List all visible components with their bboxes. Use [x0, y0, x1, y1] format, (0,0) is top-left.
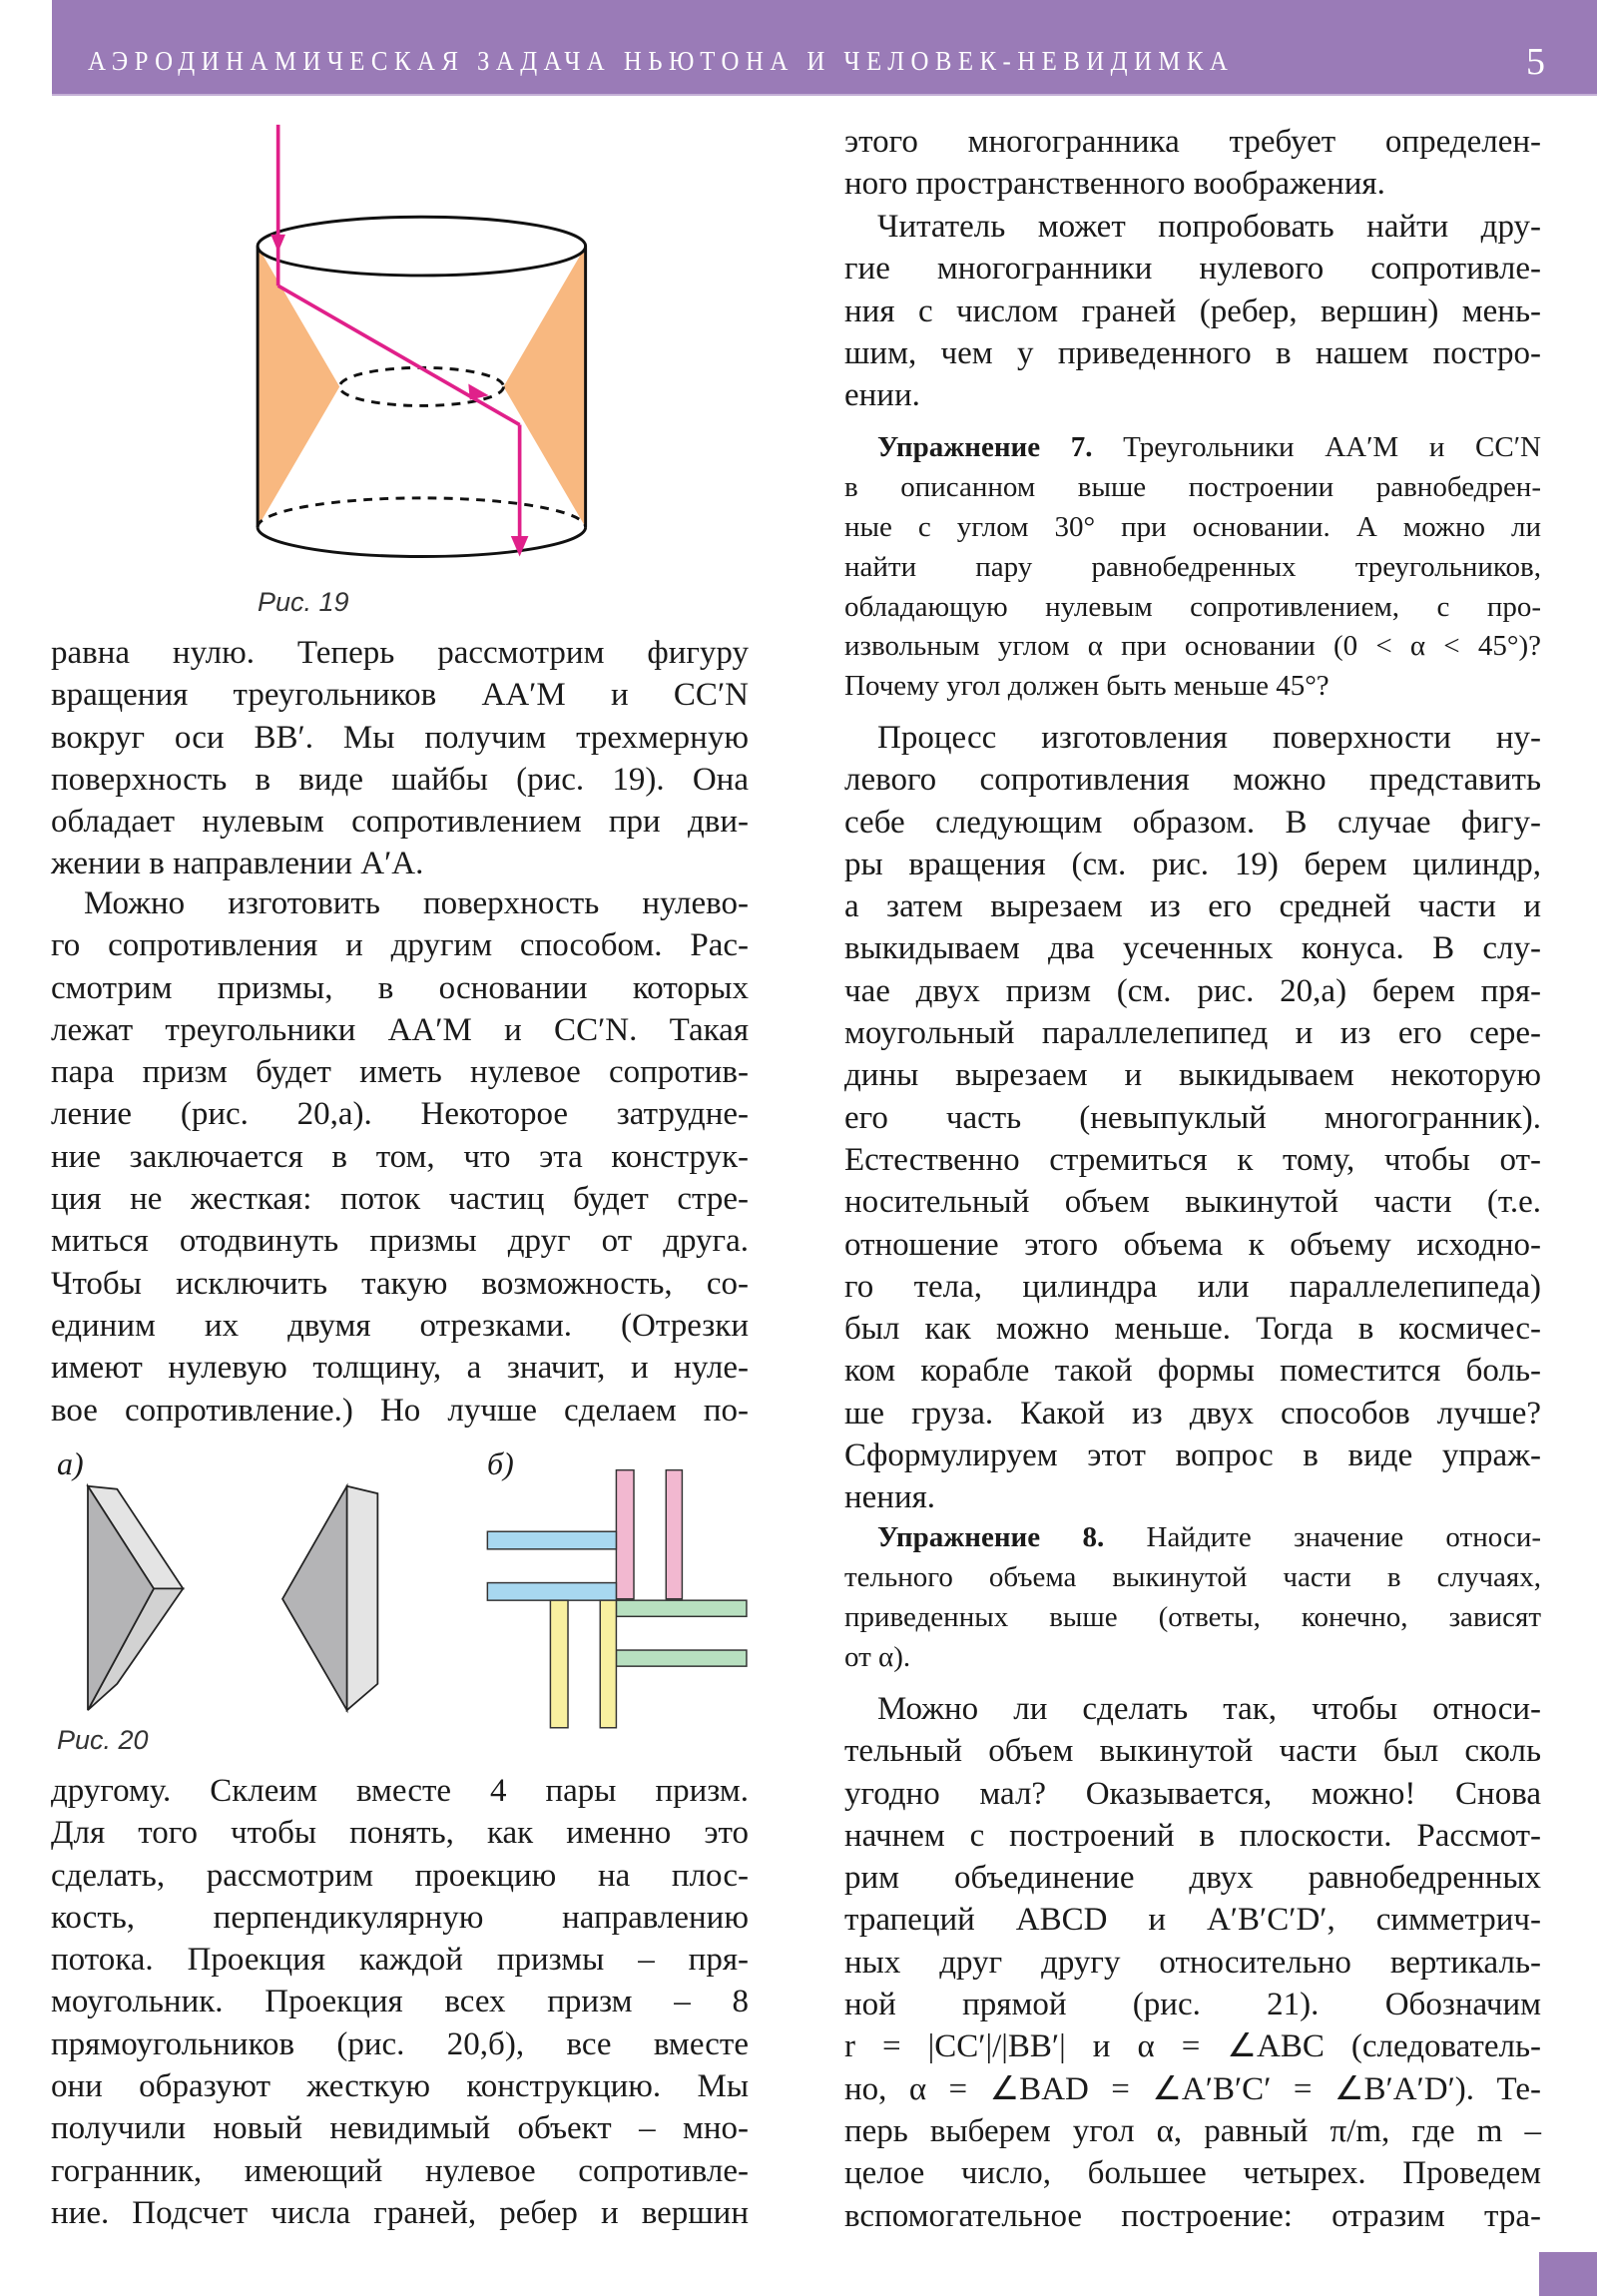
text-line: пара призм будет иметь нулевое сопротив- — [51, 1054, 749, 1091]
text-line: гие многогранники нулевого сопротивле- — [844, 251, 1541, 287]
text-line: этого многогранника требует определен- — [844, 124, 1541, 160]
text-line: потока. Проекция каждой призмы – пря- — [51, 1942, 749, 1979]
text-line: моугольник. Проекция всех призм – 8 — [51, 1984, 749, 2020]
cone-right — [503, 247, 585, 528]
text-line: но, α = ∠BAD = ∠A′B′C′ = ∠B′A′D′). Те- — [844, 2070, 1541, 2107]
cone-left — [258, 247, 339, 528]
paragraph — [844, 1688, 1541, 2237]
text-line: ные с углом 30° при основании. А можно ли — [844, 510, 1541, 543]
text-line: от α). — [844, 1640, 911, 1673]
figure-20a-prisms — [88, 1486, 377, 1710]
text-line: го сопротивления и другим способом. Рас- — [51, 927, 749, 964]
exercise-8 — [844, 1518, 1541, 1678]
text-line: Можно ли сделать так, чтобы относи- — [877, 1691, 1541, 1727]
text-line: го тела, цилиндра или параллелепипеда) — [844, 1268, 1541, 1305]
text-line: ении. — [844, 377, 920, 414]
text-line: левого сопротивления можно представить — [844, 762, 1541, 799]
text-line: прямоугольников (рис. 20,б), все вместе — [51, 2025, 749, 2062]
text-line: в описанном выше построении равнобедрен- — [844, 470, 1541, 503]
exercise-label: Упражнение 8. — [877, 1521, 1105, 1553]
text-line — [844, 1518, 1541, 1558]
text-line: а затем вырезаем из его средней части и — [844, 888, 1541, 925]
paragraph — [51, 882, 749, 1432]
text-line: Сформулируем этот вопрос в виде упраж- — [844, 1437, 1541, 1474]
cylinder-bottom-back — [258, 498, 586, 527]
figure-20a-label: а) — [57, 1445, 84, 1481]
text-line: угодно мал? Оказывается, можно! Снова — [844, 1775, 1541, 1812]
text-line: r = |CC′|/|BB′| и α = ∠ABC (следователь- — [844, 2028, 1541, 2065]
text-line: обладает нулевым сопротивлением при дви- — [51, 804, 749, 841]
text-line: его часть (невыпуклый многогранник). — [844, 1099, 1541, 1136]
text-line: извольным углом α при основании (0 < α < 45°)? — [844, 630, 1541, 663]
cylinder-top — [258, 217, 586, 276]
corner-tab — [1539, 2252, 1597, 2296]
text-line: Процесс изготовления поверхности ну- — [877, 720, 1541, 756]
paragraph — [51, 632, 749, 885]
exercise-7 — [844, 428, 1541, 707]
figure-19-washer — [258, 125, 586, 557]
text-line: перь выберем угол α, равный π/m, где m – — [844, 2112, 1541, 2149]
text-line: отношение этого объема к объему исходно- — [844, 1226, 1541, 1263]
text-line: ры вращения (см. рис. 19) берем цилиндр, — [844, 846, 1541, 882]
running-header-title: АЭРОДИНАМИЧЕСКАЯ ЗАДАЧА НЬЮТОНА И ЧЕЛОВЕК-НЕВИДИМКА — [88, 46, 1235, 76]
text-line: Почему угол должен быть меньше 45°? — [844, 670, 1330, 703]
text-line: начнем с построений в плоскости. Рассмот- — [844, 1817, 1541, 1854]
text-line: тельный объем выкинутой части был сколь — [844, 1733, 1541, 1770]
text-line: моугольный параллелепипед и из его сере- — [844, 1015, 1541, 1052]
text-line: Чтобы исключить такую возможность, со- — [51, 1265, 749, 1302]
text-line: вращения треугольников AA′M и CC′N — [51, 677, 749, 714]
text-line: нения. — [844, 1479, 936, 1516]
exercise-label: Упражнение 7. — [877, 431, 1093, 463]
figure-20b-label: б) — [487, 1445, 514, 1481]
text-line: шим, чем у приведенного в нашем постро- — [844, 334, 1541, 371]
text-line: получили новый невидимый объект – мно- — [51, 2110, 749, 2147]
text-line: вспомогательное построение: отразим тра- — [844, 2197, 1541, 2234]
text-line: найти пару равнобедренных треугольников, — [844, 550, 1541, 583]
text-line: выкидываем два усеченных конуса. В слу- — [844, 930, 1541, 967]
text-line: ние заключается в том, что эта конструк- — [51, 1138, 749, 1175]
text-line: поверхность в виде шайбы (рис. 19). Она — [51, 761, 749, 798]
cylinder-bottom-front — [258, 527, 586, 556]
exercise-text: Найдите значение относи- — [1104, 1521, 1541, 1553]
text-line: себе следующим образом. В случае фигу- — [844, 804, 1541, 841]
paragraph — [844, 206, 1541, 416]
text-line: гогранник, имеющий нулевое сопротивле- — [51, 2152, 749, 2189]
text-line: ление (рис. 20,а). Некоторое затрудне- — [51, 1096, 749, 1133]
text-line: кость, перпендикулярную направлению — [51, 1899, 749, 1936]
text-line: ция не жесткая: поток частиц будет стре- — [51, 1181, 749, 1218]
text-line: ного пространственного воображения. — [844, 166, 1385, 203]
text-line: единим их двумя отрезками. (Отрезки — [51, 1307, 749, 1344]
text-line: чае двух призм (см. рис. 20,а) берем пря- — [844, 972, 1541, 1009]
text-line: другому. Склеим вместе 4 пары призм. — [51, 1773, 749, 1809]
text-line: ше груза. Какой из двух способов лучше? — [844, 1395, 1541, 1432]
text-line: Можно изготовить поверхность нулево- — [84, 885, 749, 921]
figure-19-caption: Рис. 19 — [258, 587, 349, 617]
text-line: вокруг оси BB′. Мы получим трехмерную — [51, 719, 749, 756]
figure-20b-projection — [487, 1470, 747, 1728]
paragraph — [844, 121, 1541, 206]
text-line: Читатель может попробовать найти дру- — [877, 209, 1541, 245]
text-line: тельного объема выкинутой части в случаях, — [844, 1560, 1541, 1593]
text-line: ной прямой (рис. 21). Обозначим — [844, 1987, 1541, 2023]
text-line: жении в направлении A′A. — [51, 846, 424, 882]
exercise-text: Треугольники AA′M и CC′N — [1092, 431, 1541, 463]
text-line: был как можно меньше. Тогда в космичес- — [844, 1311, 1541, 1348]
text-line: целое число, большее четырех. Проведем — [844, 2155, 1541, 2192]
paragraph — [844, 717, 1541, 1519]
text-line: Естественно стремиться к тому, чтобы от- — [844, 1141, 1541, 1178]
text-line: миться отодвинуть призмы друг от друга. — [51, 1223, 749, 1260]
text-line: сделать, рассмотрим проекцию на плос- — [51, 1857, 749, 1894]
text-line: имеют нулевую толщину, а значит, и нуле- — [51, 1350, 749, 1387]
paragraph — [51, 1770, 749, 2234]
text-line: ние. Подсчет числа граней, ребер и вершин — [51, 2194, 749, 2231]
text-line: ния с числом граней (ребер, вершин) мень- — [844, 292, 1541, 329]
text-line: лежат треугольники AA′M и CC′N. Такая — [51, 1011, 749, 1048]
text-line: обладающую нулевым сопротивлением, с про- — [844, 590, 1541, 623]
text-line: Для того чтобы понять, как именно это — [51, 1815, 749, 1852]
text-line: рим объединение двух равнобедренных — [844, 1860, 1541, 1897]
text-line — [844, 428, 1541, 468]
text-line: вое сопротивление.) Но лучше сделаем по- — [51, 1392, 749, 1429]
figure-20-caption: Рис. 20 — [57, 1725, 149, 1755]
text-line: трапеций ABCD и A′B′C′D′, симметрич- — [844, 1902, 1541, 1939]
particle-trajectory-arrow — [278, 125, 520, 545]
text-line: ком корабле такой формы поместится боль- — [844, 1353, 1541, 1390]
page-number: 5 — [1526, 41, 1545, 83]
text-line: ных друг другу относительно вертикаль- — [844, 1944, 1541, 1981]
text-line: они образуют жесткую конструкцию. Мы — [51, 2068, 749, 2105]
text-line: равна нулю. Теперь рассмотрим фигуру — [51, 635, 749, 671]
text-line: приведенных выше (ответы, конечно, зависят — [844, 1600, 1541, 1633]
text-line: носительный объем выкинутой части (т.е. — [844, 1184, 1541, 1221]
text-line: дины вырезаем и выкидываем некоторую — [844, 1057, 1541, 1094]
text-line: смотрим призмы, в основании которых — [51, 969, 749, 1006]
